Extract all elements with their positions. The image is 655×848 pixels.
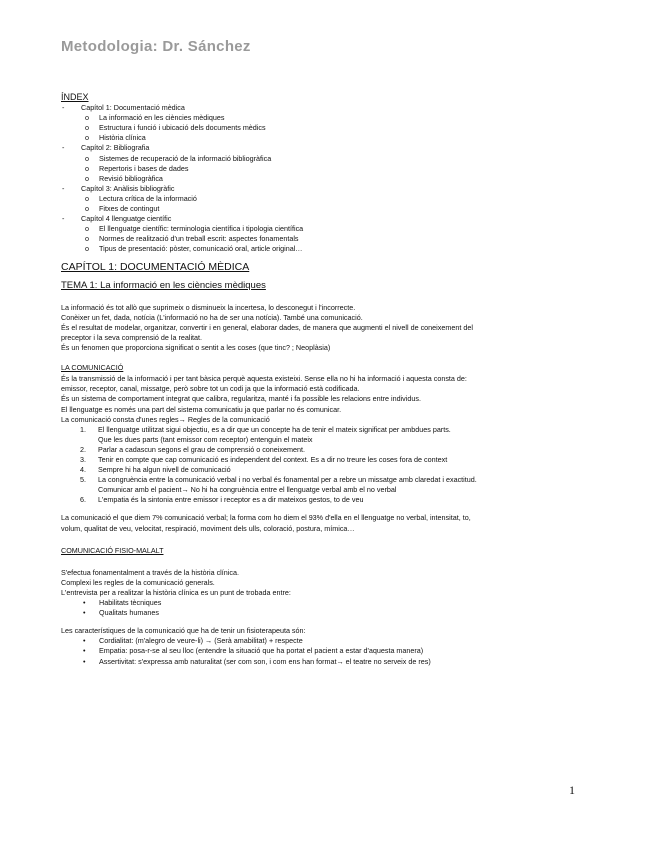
- text-line: És un sistema de comportament integrat que calibra, regularitza, manté i fa possible les relacions entre individus.: [61, 394, 421, 404]
- circle-bullet: o: [85, 163, 89, 173]
- rule-item: [61, 465, 621, 475]
- circle-bullet: o: [85, 244, 89, 254]
- text-line: És la transmissió de la informació i per tant bàsica perquè aquesta existeixi. Sense ella no hi ha informació i aquesta consta de:: [61, 374, 467, 384]
- rule-text: El llenguatge utilitzat sigui objectiu, es a dir que un concepte ha de tenir el mateix significat per ambdues parts.: [98, 424, 451, 434]
- index-subitem: [81, 204, 621, 214]
- rule-item: [61, 475, 621, 495]
- rule-number: 6.: [80, 495, 86, 505]
- circle-bullet: o: [85, 123, 89, 133]
- document-body: [61, 92, 621, 667]
- index-chapter-label: Capítol 1: Documentació mèdica: [81, 103, 185, 113]
- index-sublist: [81, 154, 621, 184]
- index-chapter: [61, 184, 621, 214]
- bullet-item: [61, 636, 621, 646]
- text-line: Conèixer un fet, dada, notícia (L'informació no ha de ser una notícia). També una comunicació.: [61, 312, 363, 322]
- circle-bullet: o: [85, 113, 89, 123]
- index-chapter: [61, 143, 621, 183]
- rules-list: [61, 425, 621, 506]
- index-subitem: [81, 113, 621, 123]
- text-line: S'efectua fonamentalment a través de la història clínica.: [61, 567, 239, 577]
- index-subitem-label: Lectura crítica de la informació: [99, 193, 197, 203]
- index-chapter-label: Capítol 2: Bibliografia: [81, 143, 150, 153]
- index-subitem-label: Repertoris i bases de dades: [99, 163, 189, 173]
- rule-text: L'empatia és la sintonia entre emissor i receptor es a dir mateixos gestos, to de veu: [98, 495, 364, 505]
- index-subitem: [81, 174, 621, 184]
- page-number: 1: [569, 783, 575, 797]
- text-line: La comunicació consta d'unes regles→ Regles de la comunicació: [61, 414, 270, 424]
- index-sublist: [81, 113, 621, 143]
- bullet-text: Empatia: posa-r-se al seu lloc (entendre la situació que ha portat el pacient a estar d'aquesta manera): [99, 646, 424, 656]
- bullet-text: Qualitats humanes: [99, 608, 159, 618]
- index-sublist: [81, 194, 621, 214]
- circle-bullet: o: [85, 173, 89, 183]
- circle-bullet: o: [85, 204, 89, 214]
- tema-heading: TEMA 1: La informació en les ciències mèdiques: [61, 279, 266, 291]
- index-subitem-label: El llenguatge científic: terminologia científica i tipologia científica: [99, 224, 304, 234]
- fisio-heading: COMUNICACIÓ FISIO-MALALT: [61, 545, 164, 555]
- rule-text: Sempre hi ha algun nivell de comunicació: [98, 465, 231, 475]
- rule-item: [61, 445, 621, 455]
- index-chapter-label: Capítol 4 llenguatge científic: [81, 214, 172, 224]
- circle-bullet: o: [85, 224, 89, 234]
- index-subitem: [81, 194, 621, 204]
- rule-text: La congruència entre la comunicació verbal i no verbal és fonamental per a rebre un missatge amb claredat i exactitud.: [98, 475, 477, 485]
- comunicacio-paragraph: [61, 374, 621, 424]
- text-line: El llenguatge es només una part del sistema comunicatiu ja que parlar no és comunicar.: [61, 404, 342, 414]
- document-title: Metodologia: Dr. Sánchez: [61, 38, 251, 55]
- index-subitem-label: Revisió bibliogràfica: [99, 173, 163, 183]
- text-line: La comunicació el que diem 7% comunicació verbal; la forma com ho diem el 93% d'ella en el llenguatge no verbal, intensitat, to,: [61, 513, 471, 523]
- rule-text: Tenir en compte que cap comunicació es independent del context. Es a dir no treure les coses fora de context: [98, 455, 448, 464]
- rule-item: [61, 495, 621, 505]
- text-line: emissor, receptor, canal, missatge, però sobre tot un codi ja que la informació està codificada.: [61, 384, 360, 394]
- bullet-item: [61, 646, 621, 656]
- circle-bullet: o: [85, 234, 89, 244]
- dot-bullet: •: [83, 608, 86, 618]
- text-line: La informació és tot allò que suprimeix o disminueix la incertesa, lo desconegut i l'incorrecte.: [61, 302, 356, 312]
- index-subitem-label: Normes de realització d'un treball escrit: aspectes fonamentals: [99, 234, 299, 244]
- index-chapter: [61, 214, 621, 254]
- traits-list: [61, 636, 621, 666]
- index-subitem: [81, 154, 621, 164]
- index-chapter-label: Capítol 3: Anàlisis bibliogràfic: [81, 183, 175, 193]
- fisio-bullet-list: [61, 598, 621, 618]
- rule-text: Parlar a cadascun segons el grau de comprensió o coneixement.: [98, 444, 305, 454]
- circle-bullet: o: [85, 193, 89, 203]
- intro-paragraph: [61, 303, 621, 353]
- closing-paragraph: [61, 513, 621, 533]
- bullet-text: Assertivitat: s'expressa amb naturalitat (ser com son, i com ens han format→ el teatre no serveix de res): [99, 656, 431, 666]
- text-line: És el resultat de modelar, organitzar, convertir i en general, elaborar dades, de manera que augmenti el nivell de coneixement del: [61, 322, 473, 332]
- index-subitem-label: Sistemes de recuperació de la informació bibliogràfica: [99, 153, 272, 163]
- text-line: L'entrevista per a realitzar la història clínica es un punt de trobada entre:: [61, 587, 291, 597]
- rule-number: 3.: [80, 455, 86, 464]
- rule-number: 5.: [80, 475, 86, 485]
- text-line: Complexi les regles de la comunicació generals.: [61, 577, 215, 587]
- dash-bullet: -: [62, 183, 65, 193]
- bullet-text: Cordialitat: (m'alegro de veure-li) → (Serà amabilitat) + respecte: [99, 636, 303, 646]
- index-chapter: [61, 103, 621, 143]
- circle-bullet: o: [85, 133, 89, 143]
- dash-bullet: -: [62, 103, 65, 113]
- index-subitem: [81, 133, 621, 143]
- text-line: volum, qualitat de veu, velocitat, respiració, moviment dels ulls, coloració, postura, mímica…: [61, 523, 355, 533]
- index-subitem-label: Estructura i funció i ubicació dels documents mèdics: [99, 123, 266, 133]
- bullet-item: [61, 657, 621, 667]
- fisio-paragraph: [61, 568, 621, 598]
- comunicacio-heading: LA COMUNICACIÓ: [61, 363, 124, 373]
- index-subitem: [81, 164, 621, 174]
- index-subitem: [81, 123, 621, 133]
- rule-item: [61, 455, 621, 465]
- text-line: És un fenomen que proporciona significat o sentit a les coses (que tinc? ; Neoplàsia): [61, 343, 331, 353]
- rule-item: [61, 425, 621, 445]
- index-subitem-label: Història clínica: [99, 133, 146, 143]
- rule-number: 2.: [80, 444, 86, 454]
- rule-number: 4.: [80, 465, 86, 475]
- text-line: preceptor i la seva comprensió de la realitat.: [61, 332, 203, 342]
- index-subitem: [81, 234, 621, 244]
- circle-bullet: o: [85, 153, 89, 163]
- index-subitem: [81, 244, 621, 254]
- index-subitem-label: Tipus de presentació: pòster, comunicació oral, article original…: [99, 244, 303, 254]
- bullet-item: [61, 608, 621, 618]
- index-subitem-label: La informació en les ciències mèdiques: [99, 113, 225, 123]
- index-sublist: [81, 224, 621, 254]
- dash-bullet: -: [62, 143, 65, 153]
- chapter-heading: CAPÍTOL 1: DOCUMENTACIÓ MÈDICA: [61, 260, 250, 273]
- dot-bullet: •: [83, 656, 86, 666]
- dot-bullet: •: [83, 646, 86, 656]
- index-subitem-label: Fitxes de contingut: [99, 204, 160, 214]
- dot-bullet: •: [83, 598, 86, 608]
- dot-bullet: •: [83, 636, 86, 646]
- index-list: [61, 103, 621, 254]
- bullet-text: Habilitats tècniques: [99, 598, 162, 608]
- rule-number: 1.: [80, 424, 86, 434]
- index-subitem: [81, 224, 621, 234]
- rule-text: Que les dues parts (tant emissor com receptor) entenguin el mateix: [98, 434, 313, 444]
- bullet-item: [61, 598, 621, 608]
- rule-text: Comunicar amb el pacient→ No hi ha congruència entre el llenguatge verbal amb el no verbal: [98, 485, 397, 495]
- index-heading: ÍNDEX: [61, 92, 89, 102]
- dash-bullet: -: [62, 214, 65, 224]
- traits-intro: Les característiques de la comunicació que ha de tenir un fisioterapeuta són:: [61, 626, 306, 636]
